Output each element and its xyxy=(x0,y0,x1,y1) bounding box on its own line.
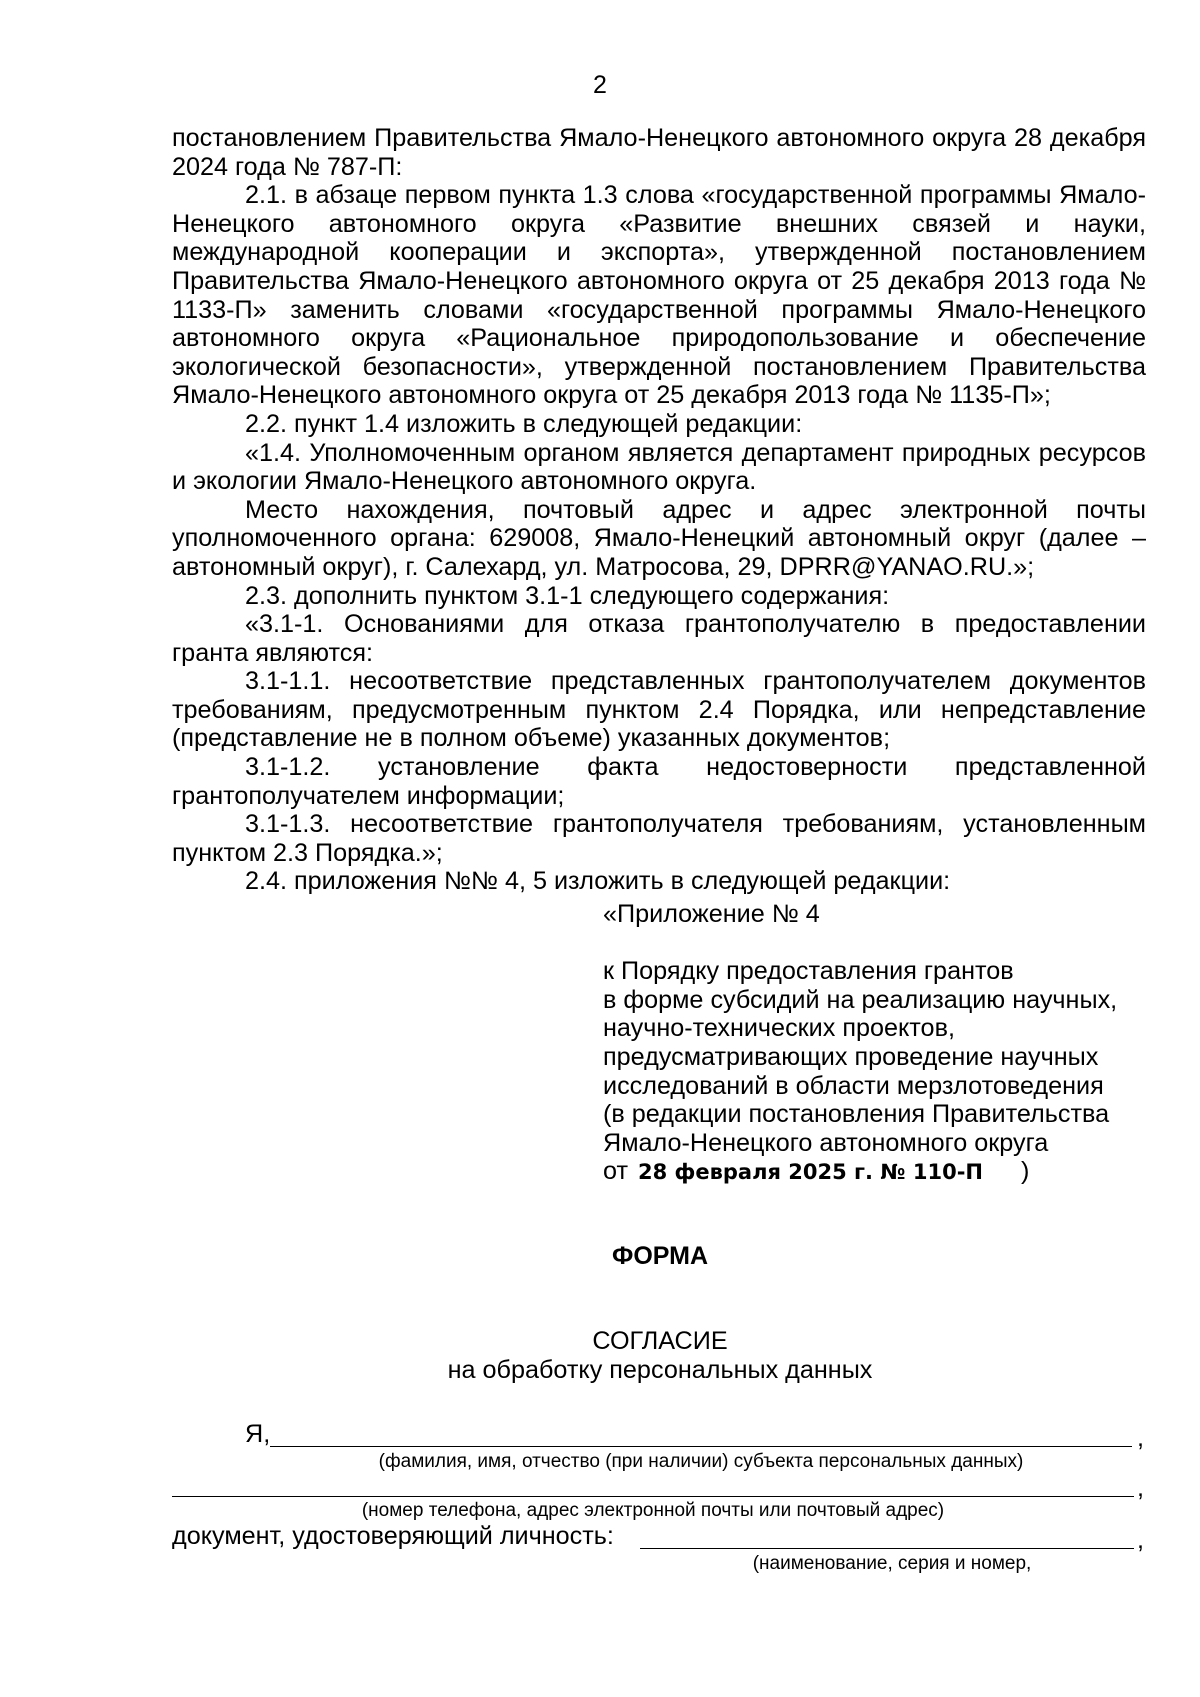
contact-field-line[interactable] xyxy=(172,1472,1134,1497)
appendix-date-line xyxy=(603,1157,1163,1187)
name-field-caption: (фамилия, имя, отчество (при наличии) субъекта персональных данных) xyxy=(378,1451,1024,1472)
appendix-line: предусматривающих проведение научных xyxy=(603,1042,1099,1071)
paragraph: 3.1-1.3. несоответствие грантополучателя требованиям, установленным пунктом 2.3 Порядка.»; xyxy=(172,810,1146,867)
name-field-comma: , xyxy=(1137,1424,1144,1452)
appendix-line: Ямало-Ненецкого автономного округа xyxy=(603,1128,1049,1157)
paragraph: 2.3. дополнить пунктом 3.1-1 следующего содержания: xyxy=(245,581,890,610)
appendix-line: научно-технических проектов, xyxy=(603,1014,955,1043)
appendix-header xyxy=(603,900,1163,1187)
appendix-line: (в редакции постановления Правительства xyxy=(603,1100,1110,1129)
paragraph: «3.1-1. Основаниями для отказа грантополучателю в предоставлении гранта являются: xyxy=(172,610,1146,667)
appendix-line: исследований в области мерзлотоведения xyxy=(603,1071,1104,1100)
paragraph: Место нахождения, почтовый адрес и адрес электронной почты уполномоченного органа: 629008, Ямало-Ненецкий автономный округ (далее – автономный округ), г. Салехард, ул. Матросова, 29, DPRR@YANAO.RU.»; xyxy=(172,495,1146,581)
appendix-date-suffix: ) xyxy=(1021,1157,1030,1186)
name-field-line[interactable] xyxy=(270,1420,1132,1447)
paragraph: 2.2. пункт 1.4 изложить в следующей редакции: xyxy=(245,409,803,438)
consent-subtitle: на обработку персональных данных xyxy=(447,1356,873,1384)
appendix-date-prefix: от xyxy=(603,1157,628,1186)
paragraph: 3.1-1.2. установление факта недостоверности представленной грантополучателем информации; xyxy=(172,753,1146,810)
contact-field-comma: , xyxy=(1137,1474,1144,1502)
paragraph: 2.1. в абзаце первом пункта 1.3 слова «государственной программы Ямало-Ненецкого автономного округа «Развитие внешних связей и науки, международной кооперации и экспорта», утвержденной постановлением Правительства Ямало-Ненецкого автономного округа от 25 декабря 2013 года № 1133-П» заменить словами «государственной программы Ямало-Ненецкого автономного округа «Рациональное природопользование и обеспечение экологической безопасности», утвержденной постановлением Правительства Ямало-Ненецкого автономного округа от 25 декабря 2013 года № 1135-П»; xyxy=(172,181,1146,410)
appendix-spacer xyxy=(603,929,1163,958)
appendix-date-value: 28 февраля 2025 г. № 110-П xyxy=(638,1160,984,1185)
paragraph: 2.4. приложения №№ 4, 5 изложить в следующей редакции: xyxy=(245,867,951,896)
body-text xyxy=(172,124,1146,896)
form-label: ФОРМА xyxy=(611,1242,708,1270)
paragraph: постановлением Правительства Ямало-Ненецкого автономного округа 28 декабря 2024 года № 787-П: xyxy=(172,124,1146,181)
consent-title: СОГЛАСИЕ xyxy=(592,1327,728,1355)
appendix-line: в форме субсидий на реализацию научных, xyxy=(603,985,1118,1014)
paragraph: «1.4. Уполномоченным органом является департамент природных ресурсов и экологии Ямало-Ненецкого автономного округа. xyxy=(172,438,1146,496)
contact-field-caption: (номер телефона, адрес электронной почты или почтовый адрес) xyxy=(361,1500,945,1521)
appendix-line: к Порядку предоставления грантов xyxy=(603,957,1014,986)
appendix-heading: «Приложение № 4 xyxy=(603,900,820,928)
document-field-line[interactable] xyxy=(640,1522,1134,1549)
name-field-label: Я, xyxy=(245,1420,271,1448)
paragraph: 3.1-1.1. несоответствие представленных грантополучателем документов требованиям, предусмотренным пунктом 2.4 Порядка, или непредставление (представление не в полном объеме) указанных документов; xyxy=(172,667,1146,753)
document-field-label: документ, удостоверяющий личность: xyxy=(172,1522,614,1550)
document-field-comma: , xyxy=(1137,1526,1144,1554)
page-number: 2 xyxy=(593,71,607,99)
document-field-caption: (наименование, серия и номер, xyxy=(752,1553,1032,1574)
